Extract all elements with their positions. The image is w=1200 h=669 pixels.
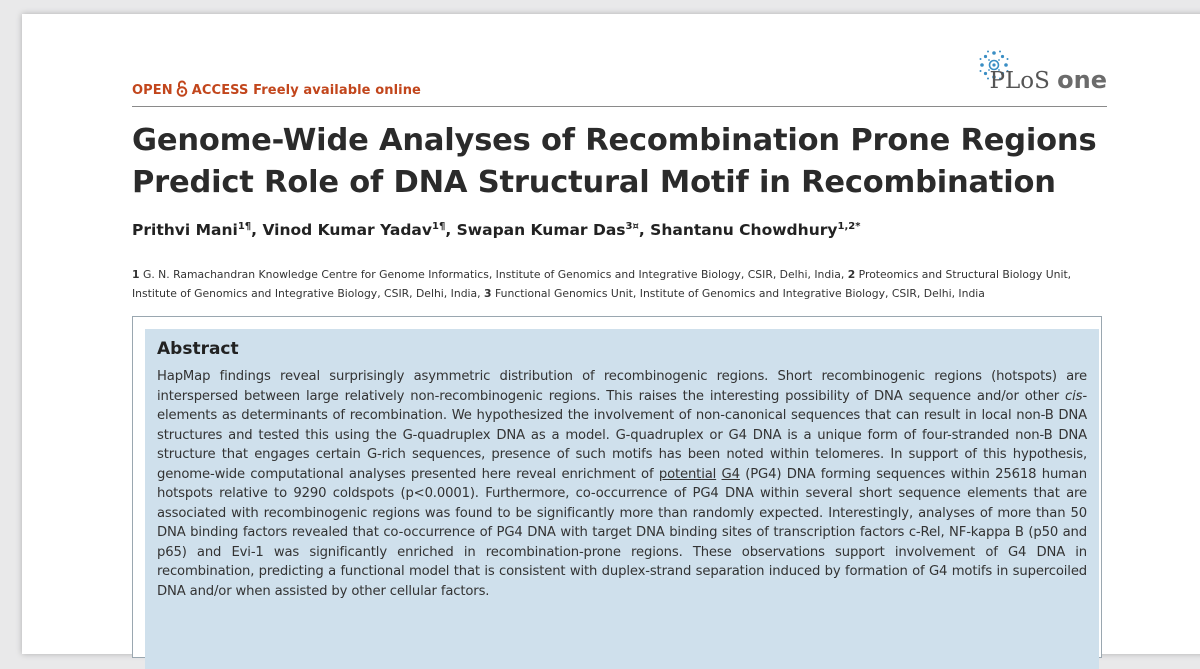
paper-title: Genome-Wide Analyses of Recombination Prone Regions Predict Role of DNA Structural Motif in Recombination [132,123,1097,200]
journal-name-plos: PLoS [989,68,1050,94]
open-access-suffix: ACCESS Freely available online [191,83,421,98]
affiliations [132,265,1112,303]
header-divider [132,106,1107,107]
open-access-prefix: OPEN [132,83,173,98]
abstract-text-part: HapMap findings reveal surprisingly asymmetric distribution of recombinogenic regions. Short recombinogenic regions (hotspots) are interspersed between large relatively non-recombinogenic regions. This raises the interesting possibility of DNA sequence and/or other [157,369,1087,404]
author-name: Prithvi Mani [132,221,238,240]
author-name: Swapan Kumar Das [456,221,626,240]
author-list: Prithvi Mani$^{1\P}$, Vinod Kumar Yadav$^{1\P}$, Swapan Kumar Das$^{3¤}$, Shantanu Chowdhury$^{1,2*}$ [132,221,861,240]
paper-page [22,14,1200,654]
author-name: Vinod Kumar Yadav [262,221,432,240]
author-affiliation-mark: 1,2* [837,221,861,232]
abstract-heading: Abstract [157,339,239,359]
affiliation-number: 2 [847,268,856,281]
author-affiliation-mark: 3¤ [625,221,639,232]
journal-name-one: one [1057,66,1107,94]
open-lock-icon [176,80,188,101]
plos-one-logo [947,54,1107,100]
abstract-body [157,367,1087,601]
affiliation-number: 3 [484,287,492,300]
open-access-banner [132,80,421,101]
abstract-frame [132,316,1102,658]
journal-header [132,66,1107,104]
abstract-box [145,329,1099,669]
author-name: Shantanu Chowdhury [650,221,838,240]
author-affiliation-mark: 1¶ [432,221,446,232]
affiliation-text: Functional Genomics Unit, Institute of Genomics and Integrative Biology, CSIR, Delhi, India [494,287,985,300]
abstract-underlined-term: G4 [721,466,740,482]
affiliation-number: 1 [132,268,140,281]
affiliation-text: G. N. Ramachandran Knowledge Centre for Genome Informatics, Institute of Genomics and Integrative Biology, CSIR, Delhi, India, [142,268,845,281]
author-affiliation-mark: 1¶ [237,221,252,232]
abstract-underlined-term: potential [658,466,717,482]
abstract-italic-term: cis- [1065,388,1087,404]
abstract-text-part: (PG4) DNA forming sequences within 25618 human hotspots relative to 9290 coldspots (p<0.0001). Furthermore, co-occurrence of PG4 DNA within several short sequence elements that are associated with recombinogenic regions was found to be significantly more than randomly expected. Interestingly, analyses of more than 50 DNA binding factors revealed that co-occurrence of PG4 DNA with target DNA binding sites of transcription factors c-Rel, NF-kappa B (p50 and p65) and Evi-1 was significantly enriched in recombination-prone regions. These observations support involvement of G4 DNA in recombination, predicting a functional model that is consistent with duplex-strand separation induced by formation of G4 motifs in supercoiled DNA and/or when assisted by other cellular factors. [157,466,1087,599]
abstract-text-part: elements as determinants of recombination. We hypothesized the involvement of non-canonical sequences that can result in local non-B DNA structures and tested this using the G-quadruplex DNA as a model. G-quadruplex or G4 DNA is a unique form of four-stranded non-B DNA structure that engages certain G-rich sequences, presence of such motifs has been noted within telomeres. In support of this hypothesis, genome-wide computational analyses presented here reveal enrichment of [157,408,1087,482]
affiliation-text: Proteomics and Structural Biology Unit, Institute of Genomics and Integrative Biology, CSIR, Delhi, India, [132,268,1072,300]
